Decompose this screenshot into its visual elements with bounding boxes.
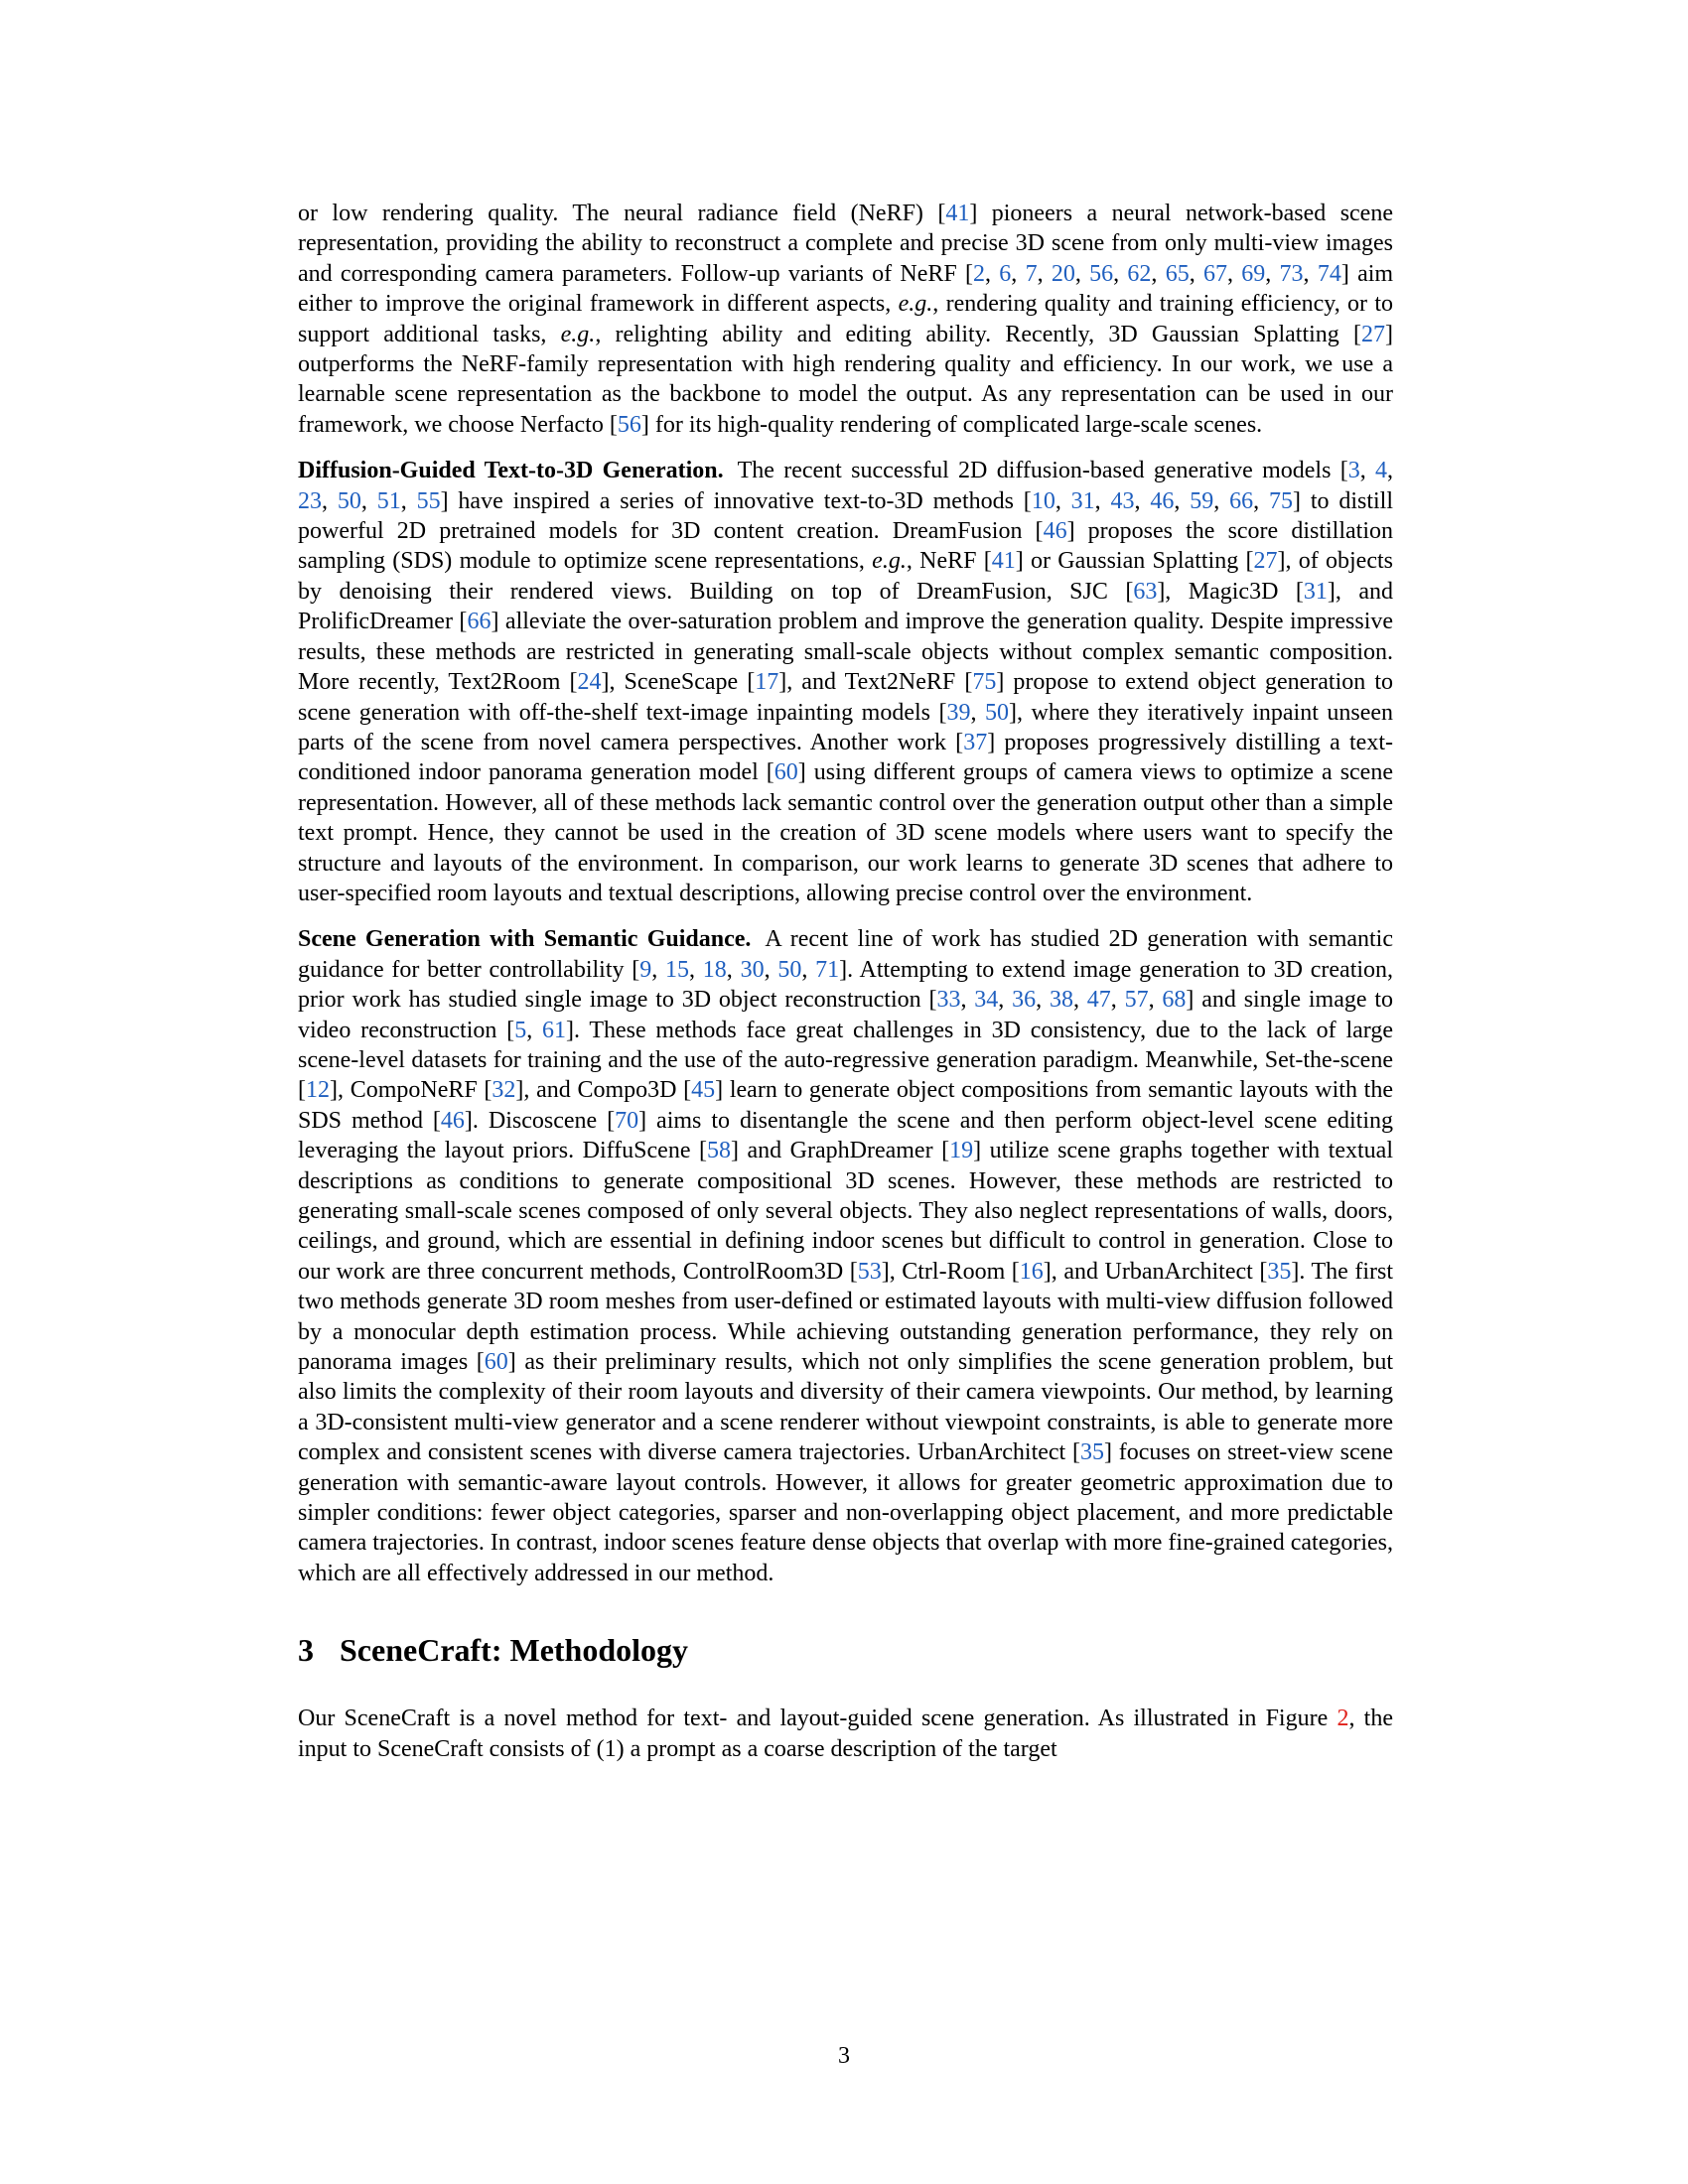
citation-link[interactable]: 38 [1049,987,1073,1014]
page-number: 3 [838,2043,850,2069]
citation-link[interactable]: 50 [985,699,1009,726]
citation-link[interactable]: 69 [1241,260,1266,287]
paragraph-semantic-guidance: Scene Generation with Semantic Guidance. A recent line of work has studied 2D generation with semantic guidance for better controllability [9, 15, 18, 30, 50, 71]. Attempting to extend image generation to 3D creation, prior work has studied single image to 3D object reconstruction [33, 34, 36, 38, 47, 57, 68] and single image to video reconstruction [5, 61]. These methods face great challenges in 3D consistency, due to the lack of large scene-level datasets for training and the use of the auto-regressive generation paradigm. Meanwhile, Set-the-scene [12], CompoNeRF [32], and Compo3D [45] learn to generate object compositions from semantic layouts with the SDS method [46]. Discoscene [70] aims to disentangle the scene and then perform object-level scene editing leveraging the layout priors. DiffuScene [58] and GraphDreamer [19] utilize scene graphs together with textual descriptions as conditions to generate compositional 3D scenes. However, these methods are restricted to generating small-scale scenes composed of only several objects. They also neglect representations of walls, doors, ceilings, and ground, which are essential in defining indoor scenes but difficult to control in generation. Close to our work are three concurrent methods, ControlRoom3D [53], Ctrl-Room [16], and UrbanArchitect [35]. The first two methods generate 3D room meshes from user-defined or estimated layouts with multi-view diffusion followed by a monocular depth estimation process. While achieving outstanding generation performance, they rely on panorama images [60] as their preliminary results, which not only simplifies the scene generation problem, but also limits the complexity of their room layouts and diversity of their camera viewpoints. Our method, by learning a 3D-consistent multi-view generator and a scene renderer without viewpoint constraints, is able to generate more complex and consistent scenes with diverse camera trajectories. UrbanArchitect [35] focuses on street-view scene generation with semantic-aware layout controls. However, it allows for greater geometric approximation due to simpler conditions: fewer object categories, sparser and non-overlapping object placement, and more predictable camera trajectories. In contrast, indoor scenes feature dense objects that overlap with more fine-grained categories, which are all effectively addressed in our method. [298,926,1394,1586]
citation-link[interactable]: 9 [639,956,652,983]
citation-link[interactable]: 60 [774,759,798,786]
citation-link[interactable]: 27 [1361,321,1385,347]
citation-link[interactable]: 70 [615,1107,639,1134]
emphasis-text: e.g. [560,321,596,347]
citation-link[interactable]: 75 [1268,487,1293,514]
body-text: ]. Attempting to extend image generation to 3D creation, prior work has studied single image to 3D object reconstruction [ [298,956,1394,1014]
body-text: ] focuses on street-view scene generation with semantic-aware layout controls. However, it allows for greater geometric approximation due to simpler conditions: fewer object categories, sparser and non-overlapping object placement, and more predictable camera trajectories. In contrast, indoor scenes feature dense objects that overlap with more fine-grained categories, which are all effectively addressed in our method. [298,1439,1393,1586]
citation-link[interactable]: 20 [1051,260,1075,287]
body-text: , rendering quality and training efficiency, or to support additional tasks, [298,291,1394,347]
citation-link[interactable]: 68 [1162,987,1187,1014]
section-heading [298,1630,1393,1670]
citation-link[interactable]: 31 [1070,487,1095,514]
citation-link[interactable]: 55 [416,487,441,514]
citation-link[interactable]: 17 [755,669,779,696]
paper-page [298,199,1393,1764]
section-title: SceneCraft: Methodology [340,1632,689,1669]
body-text: ] pioneers a neural network-based scene representation, providing the ability to reconstruct a complete and precise 3D scene from only multi-view images and corresponding camera parameters. Follow-up variants of NeRF [ [298,201,1393,287]
body-text: ] and GraphDreamer [ [730,1138,950,1164]
body-text: ] or Gaussian Splatting [ [1015,548,1254,575]
body-text: ], CompoNeRF [ [330,1077,492,1104]
citation-link[interactable]: 36 [1012,987,1037,1014]
body-text: ] as their preliminary results, which not only simplifies the scene generation problem, but also limits the complexity of their room layouts and diversity of their camera viewpoints. Our method, by learning a 3D-consistent multi-view generator and a scene renderer without viewpoint constraints, is able to generate more complex and consistent scenes with diverse camera trajectories. UrbanArchitect [ [298,1349,1394,1466]
body-text: ] aim either to improve the original framework in different aspects, [298,260,1394,318]
paragraph-run-in-heading: Scene Generation with Semantic Guidance. [298,926,752,953]
body-text: ], and UrbanArchitect [ [1043,1258,1268,1285]
body-text: ]. Discoscene [ [464,1107,616,1134]
body-text: ] propose to extend object generation to scene generation with off-the-shelf text-image inpainting models [ [298,669,1394,726]
citation-link[interactable]: 24 [577,669,602,696]
citation-link[interactable]: 62 [1127,260,1152,287]
paragraph-run-in-heading: Diffusion-Guided Text-to-3D Generation. [298,458,724,484]
body-text: ], Magic3D [ [1157,578,1304,605]
citation-link[interactable]: 47 [1086,987,1111,1014]
body-text: The recent successful 2D diffusion-based generative models [ [737,458,1348,484]
body-text: ], where they iteratively inpaint unseen parts of the scene from novel camera perspectives. Another work [ [298,699,1394,755]
body-text: ] to distill powerful 2D pretrained models for 3D content creation. DreamFusion [ [298,487,1394,545]
citation-link[interactable]: 31 [1303,578,1328,605]
citation-link[interactable]: 56 [1089,260,1114,287]
body-text: ], of objects by denoising their rendered views. Building on top of DreamFusion, SJC [ [298,548,1393,605]
citation-link[interactable]: 23 [298,487,322,514]
citation-link[interactable]: 7 [1025,260,1038,287]
citation-link[interactable]: 74 [1317,260,1341,287]
citation-link[interactable]: 46 [1150,487,1175,514]
citation-link[interactable]: 65 [1165,260,1190,287]
body-text: ] for its high-quality rendering of complicated large-scale scenes. [640,411,1263,438]
body-text: ] proposes progressively distilling a text-conditioned indoor panorama generation model [ [298,729,1393,786]
paragraph-nerf: or low rendering quality. The neural radiance field (NeRF) [41] pioneers a neural network-based scene representation, providing the ability to reconstruct a complete and precise 3D scene from only multi-view images and corresponding camera parameters. Follow-up variants of NeRF [2, 6, 7, 20, 56, 62, 65, 67, 69, 73, 74] aim either to improve the original framework in different aspects, e.g., rendering quality and training efficiency, or to support additional tasks, e.g., relighting ability and editing ability. Recently, 3D Gaussian Splatting [27] outperforms the NeRF-family representation with high rendering quality and efficiency. In our work, we use a learnable scene representation as the backbone to model the output. As any representation can be used in our framework, we choose Nerfacto [56] for its high-quality rendering of complicated large-scale scenes. [298,201,1394,438]
body-text: ], Ctrl-Room [ [881,1258,1020,1285]
citation-link[interactable]: 37 [963,729,988,755]
citation-link[interactable]: 41 [945,201,970,226]
citation-link[interactable]: 46 [440,1107,465,1134]
citation-link[interactable]: 12 [306,1077,330,1104]
citation-link[interactable]: 51 [376,487,401,514]
citation-link[interactable]: 35 [1267,1258,1292,1285]
citation-link[interactable]: 50 [777,956,802,983]
citation-link[interactable]: 45 [691,1077,716,1104]
citation-link[interactable]: 58 [706,1138,731,1164]
body-text: ], and Text2NeRF [ [778,669,973,696]
citation-link[interactable]: 75 [972,669,997,696]
body-text: ] proposes the score distillation sampling (SDS) module to optimize scene representations, [298,518,1393,575]
citation-link[interactable]: 19 [949,1138,974,1164]
emphasis-text: e.g. [898,291,933,318]
paragraph-diffusion-guided: Diffusion-Guided Text-to-3D Generation. The recent successful 2D diffusion-based generative models [3, 4, 23, 50, 51, 55] have inspired a series of innovative text-to-3D methods [10, 31, 43, 46, 59, 66, 75] to distill powerful 2D pretrained models for 3D content creation. DreamFusion [46] proposes the score distillation sampling (SDS) module to optimize scene representations, e.g., NeRF [41] or Gaussian Splatting [27], of objects by denoising their rendered views. Building on top of DreamFusion, SJC [63], Magic3D [31], and ProlificDreamer [66] alleviate the over-saturation problem and improve the generation quality. Despite impressive results, these methods are restricted in generating small-scale objects without complex semantic composition. More recently, Text2Room [24], SceneScape [17], and Text2NeRF [75] propose to extend object generation to scene generation with off-the-shelf text-image inpainting models [39, 50], where they iteratively inpaint unseen parts of the scene from novel camera perspectives. Another work [37] proposes progressively distilling a text-conditioned indoor panorama generation model [60] using different groups of camera views to optimize a scene representation. However, all of these methods lack semantic control over the generation output other than a simple text prompt. Hence, they cannot be used in the creation of 3D scene models where users want to specify the structure and layouts of the environment. In comparison, our work learns to generate 3D scenes that adhere to user-specified room layouts and textual descriptions, allowing precise control over the environment. [298,458,1394,906]
citation-link[interactable]: 3 [1347,458,1360,484]
body-text: ] and single image to video reconstruction [ [298,987,1394,1043]
citation-link[interactable]: 30 [740,956,765,983]
body-text: ], and ProlificDreamer [ [298,578,1393,635]
body-text: Our SceneCraft is a novel method for text- and layout-guided scene generation. As illustrated in Figure [298,1706,1337,1732]
citation-link[interactable]: 53 [857,1258,882,1285]
citation-link[interactable]: 34 [974,987,999,1014]
emphasis-text: e.g. [872,548,907,575]
body-text: A recent line of work has studied 2D generation with semantic guidance for better controllability [ [298,926,1394,983]
body-text: ]. The first two methods generate 3D room meshes from user-defined or estimated layouts with multi-view diffusion followed by a monocular depth estimation process. While achieving outstanding generation performance, they rely on panorama images [ [298,1258,1393,1376]
body-text: ] outperforms the NeRF-family representation with high rendering quality and efficiency. In our work, we use a learnable scene representation as the backbone to model the output. As any representation can be used in our framework, we choose Nerfacto [ [298,321,1393,438]
citation-link[interactable]: 4 [1375,458,1387,484]
citation-link[interactable]: 41 [991,548,1016,575]
body-text: ], and Compo3D [ [515,1077,692,1104]
citation-link[interactable]: 61 [541,1017,566,1043]
citation-link[interactable]: 73 [1279,260,1304,287]
citation-link[interactable]: 71 [815,956,840,983]
body-text: ] using different groups of camera views to optimize a scene representation. However, all of these methods lack semantic control over the generation output other than a simple text prompt. Hence, they cannot be used in the creation of 3D scene models where users want to specify the structure and layouts of the environment. In comparison, our work learns to generate 3D scenes that adhere to user-specified room layouts and textual descriptions, allowing precise control over the environment. [298,759,1393,906]
citation-link[interactable]: 2 [973,260,985,287]
citation-link[interactable]: 50 [337,487,361,514]
citation-link[interactable]: 66 [467,609,492,635]
body-text: , NeRF [ [906,548,992,575]
body-text: ] utilize scene graphs together with textual descriptions as conditions to generate compositional 3D scenes. However, these methods are restricted to generating small-scale scenes composed of only several objects. They also neglect representations of walls, doors, ceilings, and ground, which are essential in defining indoor scenes but difficult to control in generation. Close to our work are three concurrent methods, ControlRoom3D [ [298,1138,1393,1285]
citation-link[interactable]: 60 [484,1349,508,1376]
citation-link[interactable]: 59 [1190,487,1214,514]
citation-link[interactable]: 32 [492,1077,516,1104]
citation-link[interactable]: 27 [1253,548,1278,575]
body-text: ], SceneScape [ [601,669,756,696]
body-text: ]. These methods face great challenges in 3D consistency, due to the lack of large scene-level datasets for training and the use of the auto-regressive generation paradigm. Meanwhile, Set-the-scene [ [298,1017,1393,1104]
citation-link[interactable]: 43 [1110,487,1135,514]
paragraph-method-intro [298,1704,1393,1764]
citation-link[interactable]: 39 [946,699,971,726]
citation-link[interactable]: 63 [1133,578,1158,605]
citation-link[interactable]: 33 [936,987,961,1014]
body-text: ] have inspired a series of innovative text-to-3D methods [ [440,487,1032,514]
citation-link[interactable]: 46 [1043,518,1067,545]
body-text: or low rendering quality. The neural radiance field (NeRF) [ [298,201,946,226]
citation-link[interactable]: 16 [1019,1258,1044,1285]
citation-link[interactable]: 18 [702,956,727,983]
citation-link[interactable]: 57 [1124,987,1149,1014]
figure-ref-link[interactable]: 2 [1336,1706,1349,1732]
citation-link[interactable]: 56 [617,411,641,438]
citation-link[interactable]: 67 [1202,260,1227,287]
citation-link[interactable]: 6 [999,260,1012,287]
citation-link[interactable]: 66 [1229,487,1254,514]
body-text: , the input to SceneCraft consists of (1) a prompt as a coarse description of the target [298,1706,1394,1762]
body-text: ] learn to generate object compositions from semantic layouts with the SDS method [ [298,1077,1394,1134]
body-text: ] alleviate the over-saturation problem and improve the generation quality. Despite impressive results, these methods are restricted in generating small-scale objects without complex semantic composition. More recently, Text2Room [ [298,609,1394,696]
citation-link[interactable]: 10 [1031,487,1055,514]
section-number: 3 [298,1632,314,1669]
citation-link[interactable]: 15 [665,956,690,983]
citation-link[interactable]: 35 [1080,1439,1104,1466]
body-text: ] aims to disentangle the scene and then perform object-level scene editing leveraging the layout priors. DiffuScene [ [298,1107,1393,1164]
citation-link[interactable]: 5 [514,1017,527,1043]
body-text: , relighting ability and editing ability. Recently, 3D Gaussian Splatting [ [595,321,1361,347]
